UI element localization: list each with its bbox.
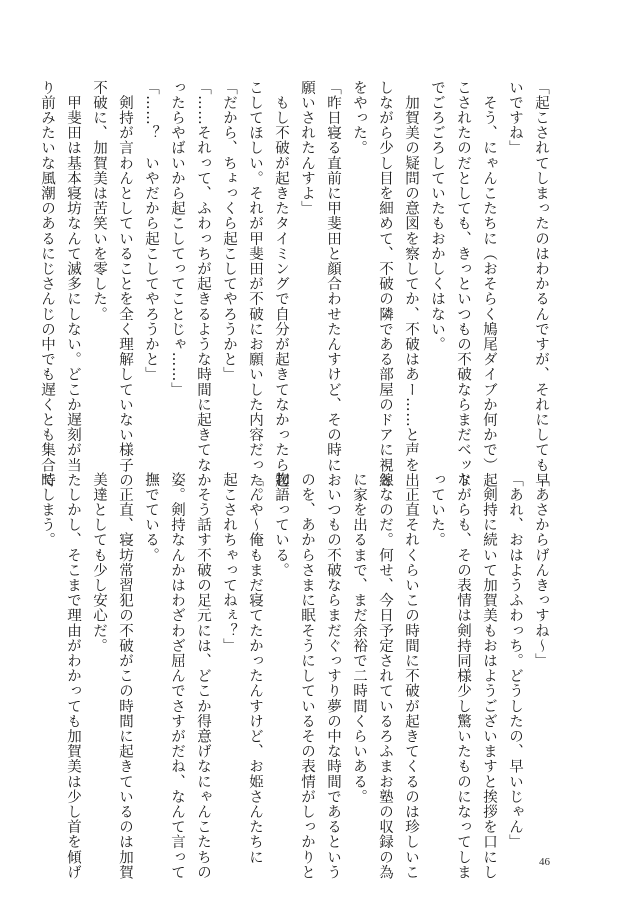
text-line: 剣持が言わんとしていることを全く理解していない様子の [117, 80, 133, 488]
text-line: もし不破が起きたタイミングで自分が起きてなかったら起 [273, 80, 289, 488]
text-line: 美達としても少し安心だ。 [91, 472, 107, 654]
text-line: ながらも、その表情は剣持同様少し驚いたものになってしま [455, 472, 471, 880]
text-line: 「あれ、おはようふわっち。どうしたの、早いじゃん」 [507, 472, 523, 850]
text-line: こしてほしい。それが甲斐田が不破にお願いした内容だった。 [247, 80, 263, 503]
text-line: 「だから、ちょっくら起こしてやろうかと」 [221, 80, 237, 382]
text-line: 「……それって、ふわっちが起きるような時間に起きてなか [195, 80, 211, 488]
text-line: ったらやばいから起こしてってことじゃ……」 [169, 80, 185, 398]
text-line: 起こされちゃってねぇ？」 [221, 472, 237, 654]
text-line: 剣持に続いて加賀美もおはようございますと挨拶を口にし [481, 472, 497, 880]
text-line: 「……？ いやだから起こしてやろうかと」 [143, 80, 159, 382]
text-line: 甲斐田は基本寝坊なんて滅多にしない。どこか遅刻が当た [65, 80, 81, 488]
text-line: 物語っている。 [273, 472, 289, 578]
text-line: 「起こされてしまったのはわかるんですが、それにしても早 [533, 80, 549, 488]
text-line: 撫でている。 [143, 472, 159, 563]
text-line: っていた。 [429, 472, 445, 548]
text-line: 正直それくらいこの時間に不破が起きてくるのは珍しいこ [403, 472, 419, 880]
text-line: しかし、そこまで理由がわかっても加賀美は少し首を傾げ [65, 472, 81, 880]
text-line: 願いされたんすよ」 [299, 80, 315, 216]
text-line: 加賀美の疑問の意図を察してか、不破はあー……と声を出 [403, 80, 419, 488]
text-line: 正直、寝坊常習犯の不破がこの時間に起きているのは加賀 [117, 472, 133, 880]
text-line: こされたのだとしても、きっといつもの不破ならまだベッド [455, 80, 471, 488]
page-number: 46 [539, 856, 550, 868]
text-line: てしまう。 [39, 472, 55, 548]
text-line: となのだ。何せ、今日予定されているろふまお塾の収録の為 [377, 472, 393, 880]
text-line: り前みたいな風潮のあるにじさんじの中でも遅くとも集合時 [39, 80, 55, 488]
text-line: 不破に、加賀美は苦笑いを零した。 [91, 80, 107, 322]
text-line: 姿。剣持なんかはわざわざ屈んでさすがだね、なんて言って [169, 472, 185, 880]
text-line: 「昨日寝る直前に甲斐田と顔合わせたんすけど、その時にお [325, 80, 341, 488]
text-line: そう話す不破の足元には、どこか得意げなにゃんこたちの [195, 472, 211, 880]
text-line: いつもの不破ならまだぐっすり夢の中な時間であるという [325, 472, 341, 880]
text-line: をやった。 [351, 80, 367, 156]
text-line: 「んや〜俺もまだ寝てたかったんすけど、お姫さんたちに [247, 472, 263, 865]
text-line: 「あさからげんきっすね〜」 [533, 472, 549, 669]
text-line: のを、あからさまに眠そうにしているその表情がしっかりと [299, 472, 315, 880]
text-line: いですね」 [507, 80, 523, 156]
upper-text-block [39, 80, 554, 503]
text-line: に家を出るまで、まだ余裕で二時間くらいある。 [351, 472, 367, 805]
text-line: でごろごろしていたもおかしくはない。 [429, 80, 445, 352]
text-line: しながら少し目を細めて、不破の隣である部屋のドアに視線 [377, 80, 393, 488]
text-line: そう、にゃんこたちに（おそらく鳩尾ダイブか何かで）起 [481, 80, 497, 488]
